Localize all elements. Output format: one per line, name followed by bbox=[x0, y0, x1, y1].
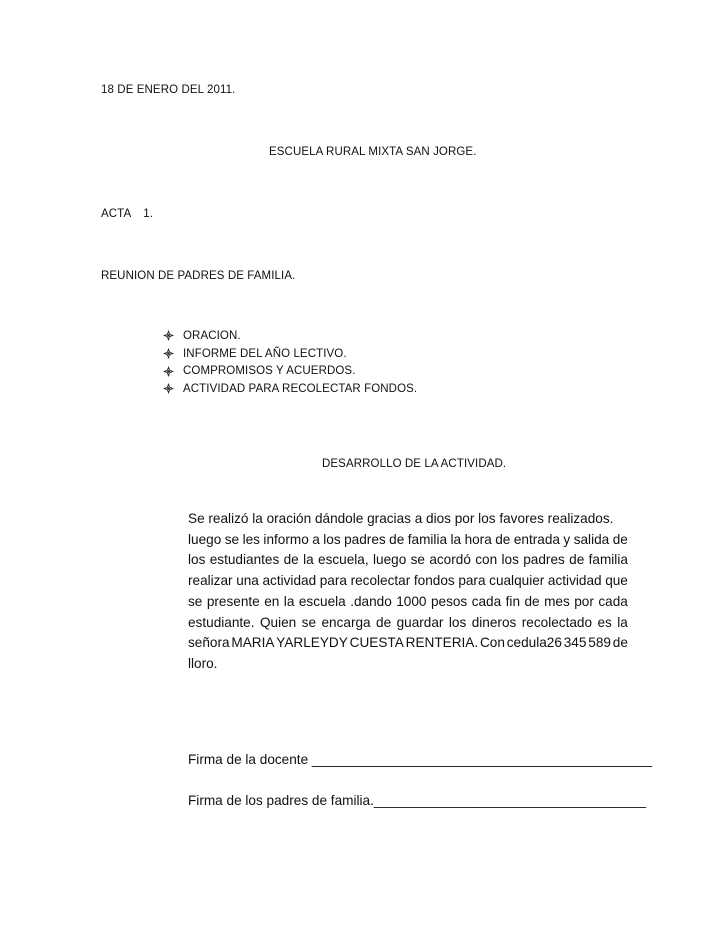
agenda-list bbox=[163, 327, 417, 398]
paragraph-line: realizar una actividad para recolectar fondos para cualquier actividad que bbox=[188, 573, 628, 589]
paragraph-line: los estudiantes de la escuela, luego se acordó con los padres de familia bbox=[188, 552, 628, 568]
agenda-item-label: ORACION. bbox=[183, 329, 241, 342]
paragraph-line: señora MARIA YARLEYDY CUESTA RENTERIA. Con cedula26 345 589 de bbox=[188, 635, 628, 651]
paragraph-line: Se realizó la oración dándole gracias a dios por los favores realizados. bbox=[188, 511, 614, 526]
diamond-bullet-icon bbox=[163, 348, 183, 359]
agenda-item bbox=[163, 362, 417, 380]
diamond-bullet-icon bbox=[163, 366, 183, 377]
paragraph-line: luego se les informo a los padres de familia la hora de entrada y salida de bbox=[188, 531, 628, 547]
section-title: DESARROLLO DE LA ACTIVIDAD. bbox=[322, 458, 507, 470]
school-name: ESCUELA RURAL MIXTA SAN JORGE. bbox=[269, 146, 477, 158]
agenda-item-label: COMPROMISOS Y ACUERDOS. bbox=[183, 365, 356, 378]
teacher-signature-line: Firma de la docente _____________________________________________ bbox=[188, 752, 653, 767]
document-date: 18 DE ENERO DEL 2011. bbox=[101, 84, 236, 96]
agenda-item-label: ACTIVIDAD PARA RECOLECTAR FONDOS. bbox=[183, 382, 418, 395]
paragraph-line: estudiante. Quien se encarga de guardar los dineros recolectado es la bbox=[188, 614, 628, 630]
acta-heading bbox=[101, 208, 153, 220]
diamond-bullet-icon bbox=[163, 383, 183, 394]
acta-number: 1. bbox=[143, 208, 154, 220]
meeting-title: REUNION DE PADRES DE FAMILIA. bbox=[101, 270, 296, 282]
activity-paragraph bbox=[188, 509, 628, 675]
agenda-item-label: INFORME DEL AÑO LECTIVO. bbox=[183, 347, 347, 360]
acta-label: ACTA bbox=[101, 208, 132, 220]
agenda-item bbox=[163, 380, 417, 398]
diamond-bullet-icon bbox=[163, 330, 183, 341]
agenda-item bbox=[163, 345, 417, 363]
parents-signature-line: Firma de los padres de familia.____________________________________ bbox=[188, 793, 647, 808]
paragraph-line: se presente en la escuela .dando 1000 pesos cada fin de mes por cada bbox=[188, 593, 628, 609]
paragraph-line: lloro. bbox=[188, 655, 218, 671]
agenda-item bbox=[163, 327, 417, 345]
